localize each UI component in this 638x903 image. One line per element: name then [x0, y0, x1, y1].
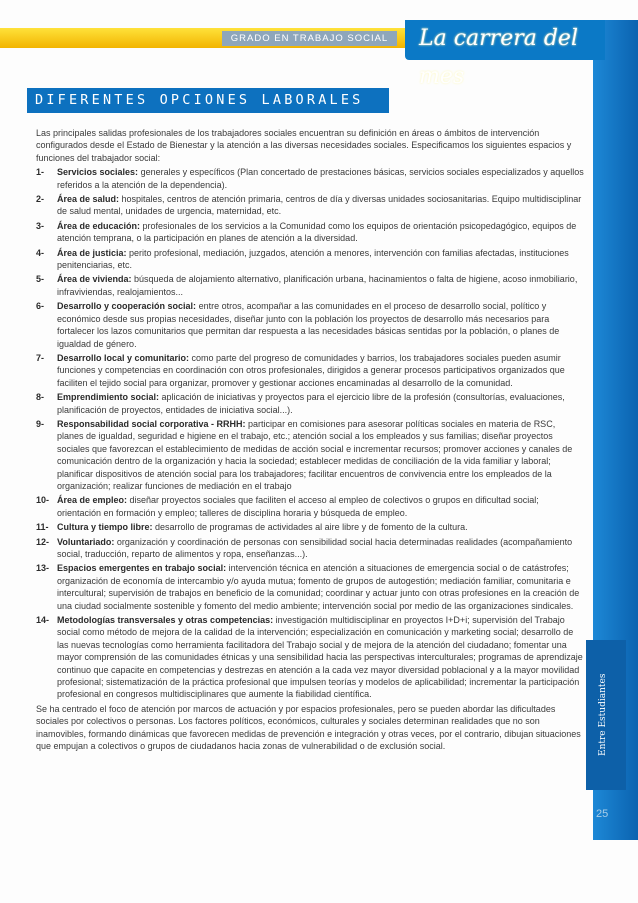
list-item-term: Área de educación:: [57, 220, 141, 231]
list-item-text: profesionales de los servicios a la Comunidad como los equipos de orientación psicopedagógico, equipos de atención temprana, o la participación en planes de atención a la diversidad.: [57, 220, 577, 244]
list-item: [36, 273, 584, 298]
list-item-term: Área de vivienda:: [57, 274, 132, 285]
header-section-label: GRADO EN TRABAJO SOCIAL: [222, 31, 397, 46]
list-item-text: generales y específicos (Plan concertado de prestaciones básicas, servicios sociales especializados y aquellos referidos a la atención de la dependencia).: [57, 167, 584, 190]
list-item-text: hospitales, centros de atención primaria, centros de día y diversas unidades sociosanitarias. Equipo multidisciplinar de salud mental, unidades de urgencia, maternidad, etc.: [57, 194, 582, 217]
list-item-number: 8-: [36, 392, 45, 403]
list-item-number: 14-: [36, 615, 50, 626]
list-item-text: participar en comisiones para asesorar políticas sociales en materia de RSC, planes de igualdad, seguridad e higiene en el trabajo, etc.; atención social a los empleados y sus familias; diseñar proyectos sociales que favorezcan el establecimiento de medidas de acción social e incrementar recursos; promover acciones y canales de comunicación dentro de la organización y hacia la sociedad; establecer medidas de conciliación de la vida familiar y laboral; planificar dispositivos de atención social para los trabajadores; facilitar encuentros de convivencia entre los empleados de la organización; realizar funciones de mediación en el trabajo: [57, 418, 573, 491]
list-item-term: Desarrollo local y comunitario:: [57, 352, 190, 363]
article-body: [36, 127, 584, 753]
list-item-text: organización y coordinación de personas con sensibilidad social hacia determinadas realidades (acompañamiento social, traducción, reparto de alimentos y ropa, enseñanzas...).: [57, 536, 573, 559]
list-item-term: Área de justicia:: [57, 247, 127, 258]
closing-paragraph: Se ha centrado el foco de atención por marcos de actuación y por espacios profesionales, pero se pueden abordar las dificultades sociales por colectivos o personas. Los factores políticos, económicos, culturales y sociales determinan realidades que no son inamovibles, formando dinámicas que favorecen medidas de prevención e integración y otras veces, por el contrario, dibujan situaciones que empujan a colectivos o grupos de ciudadanos hacia zonas de vulnerabilidad o de exclusión social.: [36, 703, 581, 752]
list-item-term: Desarrollo y cooperación social:: [57, 301, 197, 312]
section-title: DIFERENTES OPCIONES LABORALES: [27, 88, 389, 113]
list-item: [36, 166, 584, 191]
side-tab-label: Entre Estudiantes: [598, 673, 608, 757]
list-item-number: 10-: [36, 495, 50, 506]
list-item-number: 3-: [36, 220, 45, 231]
list-item-number: 7-: [36, 352, 45, 363]
list-item-term: Voluntariado:: [57, 536, 115, 547]
list-item: [36, 220, 584, 245]
list-item-number: 2-: [36, 194, 45, 205]
page-number: 25: [596, 808, 609, 820]
list-item: [36, 494, 584, 519]
list-item-term: Área de salud:: [57, 194, 120, 205]
list-item-number: 5-: [36, 274, 45, 285]
list-item-text: aplicación de iniciativas y proyectos para el ejercicio libre de la profesión (consultorías, evaluaciones, planificación de proyectos, entidades de iniciativa social...).: [57, 392, 565, 415]
list-item-text: diseñar proyectos sociales que faciliten el acceso al empleo de colectivos o grupos en dificultad social; orientación en formación y empleo; talleres de disciplina horaria y búsqueda de empleo.: [57, 495, 539, 518]
job-options-list: [36, 166, 584, 701]
list-item-term: Cultura y tiempo libre:: [57, 522, 153, 533]
list-item-text: investigación multidisciplinar en proyectos I+D+i; supervisión del Trabajo social como método de mejora de la calidad de la intervención; especialización en comunicación y marketing social; desarrollo de las nuevas tecnologías como herramienta facilitadora del Trabajo social y de mejora de la atención del ciudadano; fomentar una mayor comprensión de las comunidades étnicas y una sensibilidad hacia las perspectivas interculturales; programas de aprendizaje continuo que capacite en competencias y destrezas en atención a la cada vez mayor diversidad poblacional y a la mayor movilidad profesional; sistematización de la práctica profesional que impulsen teorías y modelos de aplicabilidad; incrementar la participación profesional en congresos multidisciplinares que aumente la fiabilidad científica.: [57, 615, 583, 700]
list-item-text: búsqueda de alojamiento alternativo, planificación urbana, hacinamientos o falta de higiene, acoso inmobiliario, infraviviendas, realojamientos...: [57, 274, 578, 297]
list-item-term: Metodologías transversales y otras competencias:: [57, 615, 274, 626]
list-item-number: 11-: [36, 522, 49, 533]
list-item: [36, 247, 584, 272]
list-item-number: 9-: [36, 418, 45, 429]
list-item: [36, 352, 584, 389]
list-item-text: intervención técnica en atención a situaciones de emergencia social o de catástrofes; organización de economía de intercambio y/o ayuda mutua; fomento de grupos de autogestión; mediación familiar, comunitaria e intercultural; supervisión de trabajos en beneficio de la comunidad; coordinar y actuar junto con otras profesiones en la creación de una ciudad socialmente sostenible y fomento del medio ambiente; intervención social por medio de las organizaciones sindicales.: [57, 563, 580, 611]
list-item-term: Servicios sociales:: [57, 167, 139, 178]
list-item: [36, 536, 584, 561]
header-brand-title: La carrera del mes: [405, 20, 605, 60]
list-item-term: Área de empleo:: [57, 495, 128, 506]
list-item-term: Responsabilidad social corporativa - RRHH:: [57, 418, 246, 429]
list-item: [36, 521, 584, 533]
list-item: [36, 418, 584, 492]
list-item: [36, 614, 584, 701]
list-item-number: 1-: [36, 167, 45, 178]
list-item-text: entre otros, acompañar a las comunidades en el proceso de desarrollo social, político y económico desde sus propias necesidades, diseñar junto con la población los proyectos de desarrollo más necesarios para fortalecer los lazos comunitarios que permitan dar respuesta a las necesidades básicas sentidas por la población, o planes de igualdad de género.: [57, 301, 560, 349]
list-item: [36, 300, 584, 350]
list-item-term: Espacios emergentes en trabajo social:: [57, 563, 227, 574]
list-item: [36, 193, 584, 218]
list-item-number: 12-: [36, 536, 50, 547]
list-item: [36, 391, 584, 416]
intro-paragraph: Las principales salidas profesionales de los trabajadores sociales encuentran su definición en áreas o ámbitos de intervención configurados desde el Estado de Bienestar y la atención a las diversas necesidades sociales. Especificamos los siguientes espacios y funciones del trabajador social:: [36, 128, 572, 163]
list-item-number: 13-: [36, 563, 50, 574]
list-item: [36, 562, 584, 612]
list-item-text: perito profesional, mediación, juzgados, atención a menores, intervención con familias afectadas, instituciones penitenciarias, etc.: [57, 247, 569, 271]
list-item-number: 4-: [36, 247, 45, 258]
list-item-text: como parte del progreso de comunidades y barrios, los trabajadores sociales pueden asumir funciones y competencias en coordinación con otros profesionales, dirigidos a generar procesos participativos organizados que faciliten el tejido social para organizar, promover y gestionar acciones encaminadas al desarrollo de la comunidad.: [57, 352, 565, 388]
list-item-number: 6-: [36, 301, 45, 312]
list-item-term: Emprendimiento social:: [57, 392, 160, 403]
list-item-text: desarrollo de programas de actividades al aire libre y de fomento de la cultura.: [152, 522, 468, 533]
